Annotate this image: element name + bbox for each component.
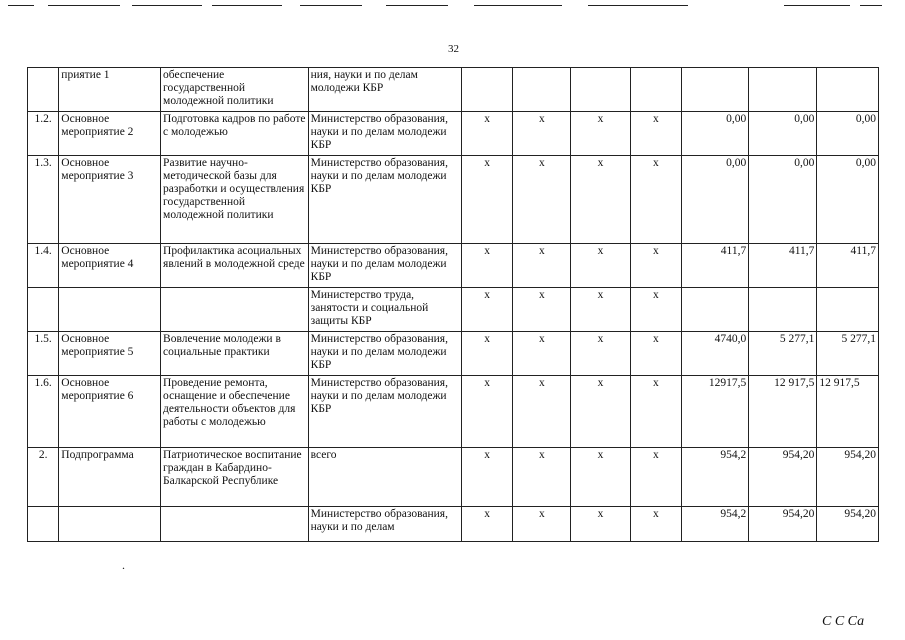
table-row: [28, 244, 879, 288]
table-row: [28, 288, 879, 332]
cell-m2: x: [513, 112, 571, 156]
cell-num: 1.3.: [28, 156, 59, 244]
cell-desc: Вовлечение молодежи в социальные практики: [161, 332, 309, 376]
cell-desc: Патриотическое воспитание граждан в Кабардино-Балкарской Республике: [161, 448, 309, 507]
cell-m2: x: [513, 156, 571, 244]
cell-v2: 0,00: [749, 112, 817, 156]
program-table: [27, 67, 879, 542]
table-row: [28, 448, 879, 507]
header-rule-3: [132, 5, 202, 6]
cell-num: [28, 288, 59, 332]
cell-desc: [161, 507, 309, 542]
cell-num: 1.5.: [28, 332, 59, 376]
table-row: [28, 376, 879, 448]
cell-desc: [161, 288, 309, 332]
cell-m1: x: [461, 244, 512, 288]
table-row: [28, 332, 879, 376]
table-row: [28, 112, 879, 156]
cell-v3: 411,7: [817, 244, 879, 288]
cell-desc: обеспечение государственной молодежной политики: [161, 68, 309, 112]
cell-name: Основное мероприятие 2: [59, 112, 161, 156]
cell-exec: Министерство образования, науки и по делам молодежи КБР: [308, 156, 461, 244]
table-row: [28, 68, 879, 112]
header-rule-10: [860, 5, 882, 6]
cell-m2: x: [513, 244, 571, 288]
header-rule-1: [8, 5, 34, 6]
cell-m4: x: [630, 244, 681, 288]
cell-v2: 5 277,1: [749, 332, 817, 376]
cell-m3: [571, 68, 630, 112]
cell-m3: x: [571, 156, 630, 244]
cell-exec: Министерство образования, науки и по делам молодежи КБР: [308, 332, 461, 376]
cell-m3: x: [571, 376, 630, 448]
cell-m2: x: [513, 507, 571, 542]
table-row: [28, 156, 879, 244]
cell-exec: Министерство образования, науки и по делам: [308, 507, 461, 542]
table-row: [28, 507, 879, 542]
cell-v2: 0,00: [749, 156, 817, 244]
cell-m4: x: [630, 376, 681, 448]
cell-num: 1.6.: [28, 376, 59, 448]
cell-v2: 12 917,5: [749, 376, 817, 448]
cell-name: [59, 288, 161, 332]
cell-v1: [682, 288, 749, 332]
cell-m1: x: [461, 448, 512, 507]
header-rule-8: [588, 5, 688, 6]
cell-desc: Подготовка кадров по работе с молодежью: [161, 112, 309, 156]
cell-v3: [817, 288, 879, 332]
cell-exec: Министерство образования, науки и по делам молодежи КБР: [308, 112, 461, 156]
cell-m4: x: [630, 288, 681, 332]
cell-desc: Профилактика асоциальных явлений в молодежной среде: [161, 244, 309, 288]
cell-v1: 411,7: [682, 244, 749, 288]
cell-v3: 0,00: [817, 112, 879, 156]
cell-v3: 954,20: [817, 448, 879, 507]
cell-m1: x: [461, 156, 512, 244]
cell-m3: x: [571, 332, 630, 376]
cell-name: Основное мероприятие 6: [59, 376, 161, 448]
cell-exec: Министерство образования, науки и по делам молодежи КБР: [308, 376, 461, 448]
cell-m2: [513, 68, 571, 112]
cell-v1: 0,00: [682, 156, 749, 244]
cell-v1: 12917,5: [682, 376, 749, 448]
table-body: [28, 68, 879, 542]
cell-m4: x: [630, 332, 681, 376]
cell-name: Основное мероприятие 4: [59, 244, 161, 288]
cell-name: [59, 507, 161, 542]
cell-v3: 5 277,1: [817, 332, 879, 376]
cell-v3: 12 917,5: [817, 376, 879, 448]
cell-name: Основное мероприятие 5: [59, 332, 161, 376]
cell-v2: [749, 68, 817, 112]
cell-v1: [682, 68, 749, 112]
cell-exec: Министерство образования, науки и по делам молодежи КБР: [308, 244, 461, 288]
cell-m1: x: [461, 332, 512, 376]
cell-m4: x: [630, 448, 681, 507]
cell-m1: x: [461, 507, 512, 542]
cell-num: [28, 507, 59, 542]
cell-num: 1.4.: [28, 244, 59, 288]
cell-num: [28, 68, 59, 112]
cell-v3: [817, 68, 879, 112]
cell-v3: 0,00: [817, 156, 879, 244]
page-number: 32: [448, 43, 459, 55]
cell-m3: x: [571, 112, 630, 156]
cell-m1: x: [461, 376, 512, 448]
cell-m2: x: [513, 288, 571, 332]
cell-m3: x: [571, 507, 630, 542]
cell-v1: 4740,0: [682, 332, 749, 376]
cell-v2: [749, 288, 817, 332]
header-rule-9: [784, 5, 850, 6]
cell-m3: x: [571, 448, 630, 507]
cell-v1: 954,2: [682, 507, 749, 542]
stray-mark: .: [122, 558, 125, 572]
cell-m2: x: [513, 448, 571, 507]
cell-name: приятие 1: [59, 68, 161, 112]
cell-num: 1.2.: [28, 112, 59, 156]
cell-m4: x: [630, 156, 681, 244]
cell-exec: Министерство труда, занятости и социальной защиты КБР: [308, 288, 461, 332]
corner-mark: С С Са: [822, 614, 865, 629]
cell-desc: Проведение ремонта, оснащение и обеспечение деятельности объектов для работы с молодежью: [161, 376, 309, 448]
cell-m4: x: [630, 112, 681, 156]
cell-m3: x: [571, 288, 630, 332]
cell-m1: x: [461, 112, 512, 156]
cell-v1: 0,00: [682, 112, 749, 156]
header-rule-2: [48, 5, 120, 6]
cell-m4: x: [630, 507, 681, 542]
cell-desc: Развитие научно-методической базы для разработки и осуществления государственной молодежной политики: [161, 156, 309, 244]
cell-m2: x: [513, 376, 571, 448]
cell-m1: [461, 68, 512, 112]
header-rule-7: [474, 5, 562, 6]
cell-v2: 411,7: [749, 244, 817, 288]
cell-name: Подпрограмма: [59, 448, 161, 507]
cell-v3: 954,20: [817, 507, 879, 542]
cell-m4: [630, 68, 681, 112]
cell-v1: 954,2: [682, 448, 749, 507]
header-rule-4: [212, 5, 282, 6]
cell-name: Основное мероприятие 3: [59, 156, 161, 244]
cell-m1: x: [461, 288, 512, 332]
cell-m3: x: [571, 244, 630, 288]
cell-exec: всего: [308, 448, 461, 507]
cell-exec: ния, науки и по делам молодежи КБР: [308, 68, 461, 112]
cell-v2: 954,20: [749, 507, 817, 542]
header-rule-6: [386, 5, 448, 6]
cell-num: 2.: [28, 448, 59, 507]
cell-v2: 954,20: [749, 448, 817, 507]
header-rule-5: [300, 5, 362, 6]
cell-m2: x: [513, 332, 571, 376]
